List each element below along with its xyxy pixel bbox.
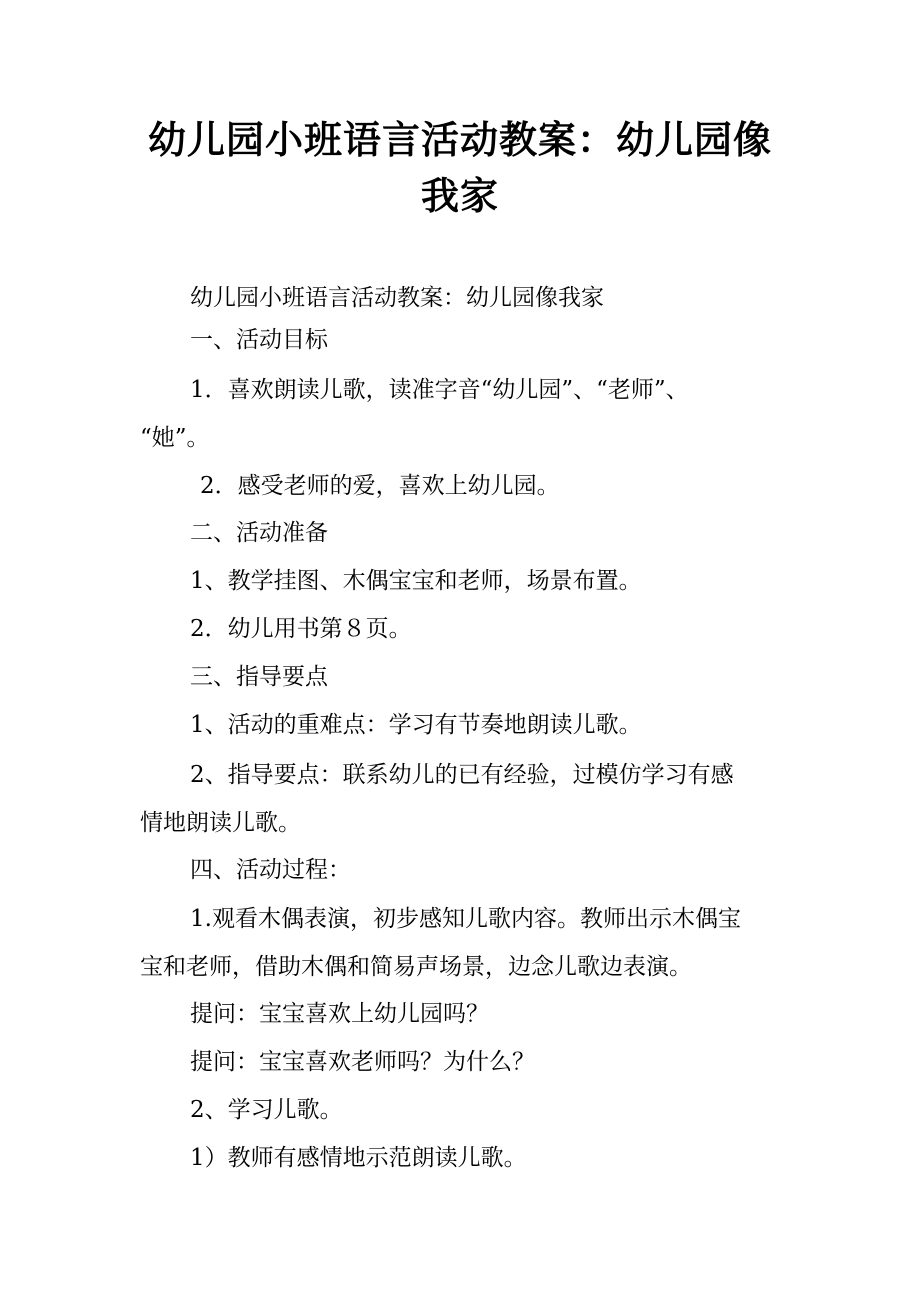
process-1-cont: 宝和老师，借助木偶和简易声场景，边念儿歌边表演。	[140, 954, 692, 980]
guidance-2-cont: 情地朗读儿歌。	[140, 810, 301, 836]
objective-1-cont: “她”。	[140, 425, 210, 451]
section-heading-process: 四、活动过程：	[190, 857, 351, 883]
doc-line-1: 幼儿园小班语言活动教案：幼儿园像我家	[190, 285, 604, 311]
guidance-2: 2、指导要点：联系幼儿的已有经验，过模仿学习有感	[190, 762, 734, 788]
question-1: 提问：宝宝喜欢上幼儿园吗？	[190, 1001, 489, 1027]
process-1: 1.观看木偶表演，初步感知儿歌内容。教师出示木偶宝	[190, 906, 741, 932]
document-title: 幼儿园小班语言活动教案：幼儿园像我家	[147, 118, 772, 218]
question-2: 提问：宝宝喜欢老师吗？为什么？	[190, 1049, 535, 1075]
guidance-1: 1、活动的重难点：学习有节奏地朗读儿歌。	[190, 712, 642, 738]
process-2-step-1: 1）教师有感情地示范朗读儿歌。	[190, 1145, 527, 1171]
section-heading-guidance: 三、指导要点	[190, 664, 328, 690]
objective-2: 2．感受老师的爱，喜欢上幼儿园。	[200, 473, 560, 499]
objective-1: 1．喜欢朗读儿歌，读准字音“幼儿园”、“老师”、	[190, 377, 689, 403]
section-heading-preparation: 二、活动准备	[190, 520, 328, 546]
process-2: 2、学习儿歌。	[190, 1097, 343, 1123]
section-heading-objectives: 一、活动目标	[190, 327, 328, 353]
preparation-1: 1、教学挂图、木偶宝宝和老师，场景布置。	[190, 568, 642, 594]
preparation-2: 2．幼儿用书第８页。	[190, 616, 412, 642]
